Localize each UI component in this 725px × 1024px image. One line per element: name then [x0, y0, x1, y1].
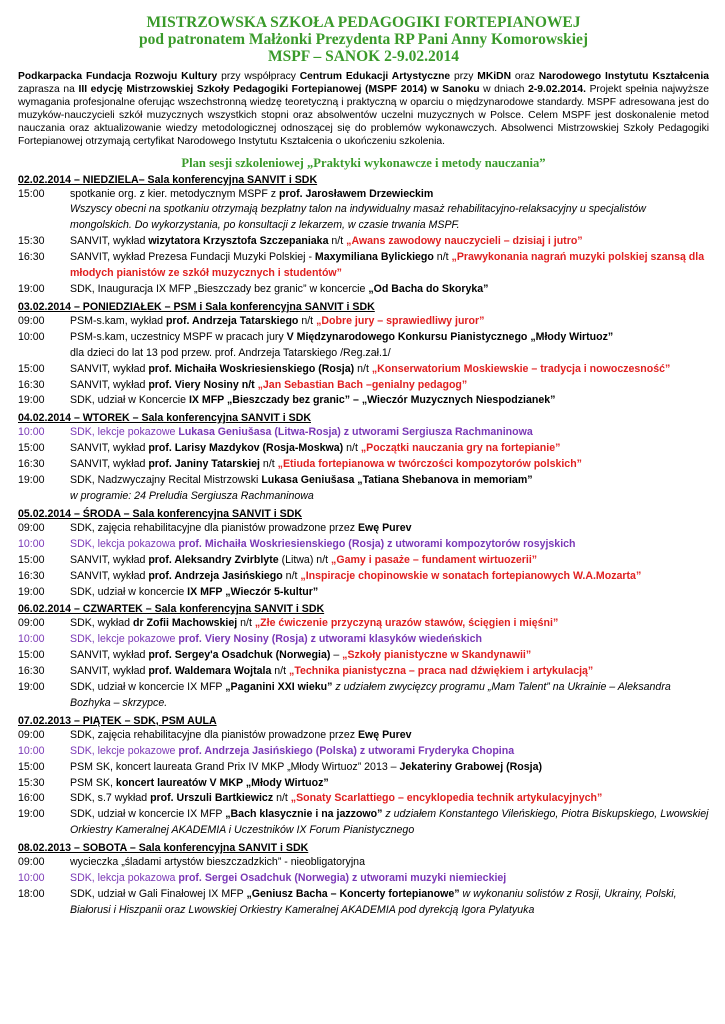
- text-run: SDK, lekcja pokazowa: [70, 537, 179, 550]
- event-time: 16:00: [18, 792, 45, 805]
- schedule-row: [18, 250, 709, 282]
- schedule-row: [18, 234, 709, 250]
- event-time: 15:30: [18, 776, 45, 789]
- event-description: [70, 521, 709, 537]
- text-run: prof. Janiny Tatarskiej: [148, 458, 260, 471]
- text-run: wycieczka „śladami artystów bieszczadzkich” - nieobligatoryjna: [70, 856, 365, 869]
- text-run: n/t: [433, 251, 452, 264]
- schedule-row: [18, 680, 709, 712]
- text-run: n/t: [271, 665, 290, 678]
- text-run: prof. Andrzeja Jasińskiego: [148, 569, 283, 582]
- title-line-2: pod patronatem Małżonki Prezydenta RP Pani Anny Komorowskiej: [138, 31, 589, 48]
- event-continuation: [18, 346, 709, 362]
- schedule-row: [18, 362, 709, 378]
- schedule-row: [18, 187, 709, 203]
- schedule-row: [18, 378, 709, 394]
- intro-part: 2-9.02.2014.: [528, 84, 586, 96]
- event-description: [70, 791, 709, 807]
- text-run: „Konserwatorium Moskiewskie – tradycja i nowoczesność”: [371, 362, 671, 375]
- text-run: SDK, Inauguracja IX MFP „Bieszczady bez granic” w koncercie: [70, 283, 369, 295]
- schedule-row: [18, 807, 709, 839]
- event-time: 09:00: [18, 521, 45, 534]
- text-run: SDK, udział w Koncercie: [70, 394, 189, 407]
- text-run: PSM SK,: [70, 776, 116, 789]
- text-run: prof. Viery Nosiny n/t: [148, 378, 258, 391]
- intro-part: Narodowego Instytutu Kształcenia: [538, 71, 709, 82]
- event-time: 09:00: [18, 856, 45, 869]
- text-run: PSM SK, koncert laureata Grand Prix IV MKP „Młody Wirtuoz” 2013 –: [70, 760, 400, 773]
- text-run: SDK, Nadzwyczajny Recital Mistrzowski: [70, 474, 262, 487]
- text-run: Lukasa Geniušasa „Tatiana Shebanova in memoriam”: [261, 474, 533, 487]
- text-run: prof. Andrzeja Jasińskiego (Polska) z utworami Fryderyka Chopina: [178, 744, 515, 757]
- event-description: [70, 728, 709, 744]
- event-description: [70, 744, 709, 760]
- text-run: „Geniusz Bacha – Koncerty fortepianowe”: [246, 888, 460, 900]
- schedule: [18, 173, 709, 919]
- event-time: 16:30: [18, 251, 45, 264]
- event-description: [70, 362, 709, 378]
- text-run: „Awans zawodowy nauczycieli – dzisiaj i jutro”: [346, 235, 583, 248]
- text-run: IX MFP „Bieszczady bez granic” – „Wieczór Muzycznych Niespodzianek”: [188, 394, 556, 407]
- event-description: [70, 441, 709, 457]
- text-run: Ewę Purev: [357, 728, 412, 741]
- schedule-row: [18, 887, 709, 919]
- day-heading: 02.02.2014 – NIEDZIELA– Sala konferencyjna SANVIT i SDK: [18, 173, 318, 186]
- event-description: [70, 234, 709, 250]
- event-time: 19:00: [18, 808, 45, 821]
- day-heading: 08.02.2013 – SOBOTA – Sala konferencyjna SANVIT i SDK: [18, 842, 309, 855]
- text-run: SANVIT, wykład: [70, 458, 149, 471]
- text-run: koncert laureatów V MKP „Młody Wirtuoz”: [115, 776, 329, 789]
- text-run: SDK, zajęcia rehabilitacyjne dla pianistów prowadzone przez: [70, 521, 358, 534]
- text-run: n/t: [259, 458, 278, 471]
- event-description: [70, 553, 709, 569]
- event-time: 09:00: [18, 314, 45, 327]
- event-description: [70, 680, 709, 712]
- text-run: SANVIT, wykład Prezesa Fundacji Muzyki Polskiej -: [70, 251, 315, 264]
- text-run: z udziałem Konstantego Vileńskiego, Piotra Biskupskiego, Lwowskiej Orkiestry Kameralnej AKADEMIA i Uczestników IX Forum Pianistycznego: [70, 808, 709, 837]
- event-time: 19:00: [18, 283, 45, 295]
- text-run: wizytatora Krzysztofa Szczepaniaka: [148, 235, 329, 248]
- schedule-row: [18, 441, 709, 457]
- intro-paragraph: [18, 70, 709, 149]
- event-description: [70, 871, 709, 887]
- schedule-row: [18, 473, 709, 489]
- text-run: SANVIT, wykład: [70, 569, 149, 582]
- text-run: „Od Bacha do Skoryka”: [368, 283, 489, 295]
- schedule-row: [18, 457, 709, 473]
- text-run: prof. Aleksandry Zvirblyte: [148, 553, 279, 566]
- event-time: 16:30: [18, 378, 45, 391]
- text-run: SANVIT, wykład: [70, 553, 149, 566]
- text-run: „Paganini XXI wieku”: [225, 681, 333, 694]
- schedule-row: [18, 393, 709, 409]
- text-run: Jekateriny Grabowej (Rosja): [399, 760, 542, 773]
- schedule-row: [18, 760, 709, 776]
- event-time: 19:00: [18, 585, 45, 598]
- event-description: [70, 537, 709, 553]
- text-run: prof. Urszuli Bartkiewicz: [150, 792, 274, 805]
- event-description: [70, 473, 709, 489]
- text-run: Maxymiliana Bylickiego: [314, 251, 434, 264]
- event-description: [70, 378, 709, 394]
- event-time: 15:00: [18, 362, 45, 375]
- event-time: 15:00: [18, 553, 45, 566]
- text-run: Ewę Purev: [357, 521, 412, 534]
- event-description: [70, 760, 709, 776]
- text-run: (Litwa) n/t: [278, 553, 332, 566]
- text-run: dla dzieci do lat 13 pod przew. prof. Andrzeja Tatarskiego /Reg.zał.1/: [70, 346, 391, 359]
- event-time: 15:00: [18, 187, 45, 200]
- event-time: 16:30: [18, 458, 45, 471]
- text-run: „Etiuda fortepianowa w twórczości kompozytorów polskich”: [277, 458, 582, 471]
- header: [18, 14, 709, 65]
- intro-part: Podkarpacka Fundacja Rozwoju Kultury: [18, 71, 218, 82]
- text-run: SDK, zajęcia rehabilitacyjne dla pianistów prowadzone przez: [70, 728, 358, 741]
- event-description: [70, 282, 709, 298]
- event-description: [70, 887, 709, 919]
- schedule-row: [18, 871, 709, 887]
- schedule-row: [18, 728, 709, 744]
- day-heading: 05.02.2014 – ŚRODA – Sala konferencyjna SANVIT i SDK: [18, 507, 302, 520]
- event-description: [70, 250, 709, 282]
- text-run: n/t: [343, 442, 361, 455]
- text-run: SDK, lekcje pokazowe: [70, 744, 179, 757]
- text-run: n/t: [298, 314, 317, 327]
- schedule-row: [18, 330, 709, 346]
- schedule-row: [18, 314, 709, 330]
- text-run: prof. Sergey'a Osadchuk (Norwegia): [148, 649, 331, 662]
- event-time: 10:00: [18, 633, 45, 646]
- text-run: prof. Viery Nosiny (Rosja) z utworami klasyków wiedeńskich: [178, 633, 482, 646]
- event-time: 09:00: [18, 617, 45, 630]
- text-run: „Bach klasycznie i na jazzowo”: [225, 808, 383, 821]
- text-run: „Dobre jury – sprawiedliwy juror”: [316, 314, 485, 327]
- event-time: 18:00: [18, 888, 45, 900]
- text-run: SDK, lekcje pokazowe: [70, 633, 179, 646]
- event-time: 10:00: [18, 330, 45, 343]
- schedule-row: [18, 632, 709, 648]
- text-run: prof. Sergei Osadchuk (Norwegia) z utworami muzyki niemieckiej: [178, 872, 507, 885]
- text-run: „Jan Sebastian Bach –genialny pedagog”: [257, 378, 468, 391]
- event-description: [70, 616, 709, 632]
- text-run: SANVIT, wykład: [70, 442, 149, 455]
- text-run: SANVIT, wykład: [70, 378, 149, 391]
- text-run: dr Zofii Machowskiej: [133, 617, 238, 630]
- event-description: [70, 569, 709, 585]
- event-description: [70, 585, 709, 601]
- event-time: 10:00: [18, 872, 45, 885]
- title-line-1: MISTRZOWSKA SZKOŁA PEDAGOGIKI FORTEPIANOWEJ: [146, 14, 581, 31]
- text-run: „Złe ćwiczenie przyczyną urazów stawów, ścięgien i mięśni”: [254, 617, 559, 630]
- text-run: IX MFP „Wieczór 5-kultur”: [187, 585, 319, 598]
- schedule-row: [18, 537, 709, 553]
- text-run: SDK, lekcje pokazowe: [70, 426, 179, 439]
- event-description: [70, 187, 709, 203]
- text-run: prof. Michaiła Woskriesienskiego (Rosja): [148, 362, 355, 375]
- text-run: n/t: [273, 792, 291, 805]
- text-run: w wykonaniu solistów z Rosji, Ukrainy, Polski, Białorusi i Hiszpanii oraz Lwowskiej Orkiestry Kameralnej AKADEMIA pod dyrekcją Igora Pylatyuka: [70, 888, 677, 916]
- event-description: [70, 776, 709, 792]
- schedule-row: [18, 664, 709, 680]
- text-run: PSM-s.kam, uczestnicy MSPF w pracach jury: [70, 330, 287, 343]
- schedule-row: [18, 791, 709, 807]
- text-run: n/t: [328, 235, 347, 248]
- event-description: [70, 393, 709, 409]
- text-run: SDK, udział w koncercie: [70, 585, 188, 598]
- text-run: SDK, s.7 wykład: [70, 792, 151, 805]
- schedule-row: [18, 776, 709, 792]
- event-time: 15:00: [18, 649, 45, 662]
- event-time: 19:00: [18, 474, 45, 487]
- event-time: 10:00: [18, 426, 45, 439]
- schedule-row: [18, 282, 709, 298]
- event-time: 16:30: [18, 569, 45, 582]
- text-run: w programie: 24 Preludia Sergiusza Rachmaninowa: [70, 489, 314, 502]
- intro-part: oraz: [511, 71, 539, 82]
- schedule-row: [18, 648, 709, 664]
- intro-part: przy współpracy: [217, 71, 300, 82]
- text-run: prof. Waldemara Wojtala: [148, 665, 272, 678]
- schedule-row: [18, 744, 709, 760]
- intro-part: w dniach: [479, 84, 529, 96]
- day-heading: 06.02.2014 – CZWARTEK – Sala konferencyjna SANVIT i SDK: [18, 603, 325, 616]
- event-description: [70, 330, 709, 346]
- event-time: 15:30: [18, 235, 45, 248]
- text-run: SDK, wykład: [70, 617, 133, 630]
- event-time: 19:00: [18, 681, 45, 694]
- event-description: [70, 425, 709, 441]
- text-run: „Gamy i pasaże – fundament wirtuozerii”: [331, 553, 538, 566]
- event-continuation: [18, 489, 709, 505]
- text-run: –: [330, 649, 343, 662]
- event-time: 10:00: [18, 744, 45, 757]
- schedule-row: [18, 553, 709, 569]
- text-run: prof. Michaiła Woskriesienskiego (Rosja) z utworami kompozytorów rosyjskich: [178, 537, 576, 550]
- event-time: 15:00: [18, 760, 45, 773]
- event-continuation: [18, 202, 709, 234]
- intro-part: Projekt spełnia najwyższe wymagania profesjonalne oferując wszechstronną wiedzę teoretyczną i praktyczną w oparciu o międzynarodowe standardy. MSPF adresowana jest do muzyków-nauczycieli szkół muzycznych wszystkich stopni oraz absolwentów uczelni muzycznych w Polsce. Celem MSPF jest doskonalenie metod nauczania oraz aktualizowanie wiedzy metodologicznej odnoszącej się do problemów wykonawczych. Absolwenci Mistrzowskiej Szkoły Pedagogiki Fortepianowej otrzymają certyfikat Narodowego Instytutu Kształcenia o ukończeniu szkolenia.: [18, 84, 709, 148]
- text-run: SDK, udział w koncercie IX MFP: [70, 808, 226, 821]
- event-time: 10:00: [18, 537, 45, 550]
- plan-title: Plan sesji szkoleniowej „Praktyki wykonawcze i metody nauczania”: [181, 155, 546, 170]
- event-description: [70, 632, 709, 648]
- schedule-row: [18, 855, 709, 871]
- text-run: SANVIT, wykład: [70, 665, 149, 678]
- title-line-3: MSPF – SANOK 2-9.02.2014: [267, 48, 460, 65]
- text-run: n/t: [354, 362, 372, 375]
- text-run: SDK, udział w Gali Finałowej IX MFP: [70, 888, 247, 900]
- event-time: 19:00: [18, 394, 45, 407]
- text-run: „Szkoły pianistyczne w Skandynawii”: [342, 649, 532, 662]
- text-run: prof. Jarosławem Drzewieckim: [279, 187, 434, 200]
- text-run: SANVIT, wykład: [70, 235, 149, 248]
- schedule-row: [18, 425, 709, 441]
- text-run: prof. Andrzeja Tatarskiego: [165, 314, 299, 327]
- text-run: n/t: [282, 569, 301, 582]
- event-description: [70, 855, 709, 871]
- day-heading: 04.02.2014 – WTOREK – Sala konferencyjna SANVIT i SDK: [18, 412, 312, 425]
- schedule-row: [18, 616, 709, 632]
- intro-part: III edycję Mistrzowskiej Szkoły Pedagogiki Fortepianowej (MSPF 2014) w Sanoku: [78, 84, 480, 96]
- schedule-row: [18, 585, 709, 601]
- intro-part: MKiDN: [477, 71, 512, 82]
- text-run: SANVIT, wykład: [70, 649, 149, 662]
- text-run: V Międzynarodowego Konkursu Pianistycznego „Młody Wirtuoz”: [286, 330, 614, 343]
- day-heading: 03.02.2014 – PONIEDZIAŁEK – PSM i Sala konferencyjna SANVIT i SDK: [18, 300, 375, 313]
- text-run: „Technika pianistyczna – praca nad dźwiękiem i artykulacją”: [289, 665, 594, 678]
- day-heading: 07.02.2013 – PIĄTEK – SDK, PSM AULA: [18, 714, 217, 727]
- event-description: [70, 807, 709, 839]
- event-description: [70, 314, 709, 330]
- text-run: Lukasa Geniušasa (Litwa-Rosja) z utworami Sergiusza Rachmaninowa: [178, 426, 533, 439]
- text-run: PSM-s.kam, wykład: [70, 314, 166, 327]
- event-time: 09:00: [18, 728, 45, 741]
- text-run: „Prawykonania nagrań muzyki polskiej szansą dla młodych pianistów ze szkół muzycznych i studentów”: [70, 251, 705, 280]
- text-run: SDK, udział w koncercie IX MFP: [70, 681, 226, 694]
- text-run: SDK, lekcja pokazowa: [70, 872, 179, 885]
- text-run: z udziałem zwycięzcy programu „Mam Talent” na Ukrainie – Aleksandra Bozhyka – skrzypce.: [70, 681, 671, 709]
- event-description: [70, 457, 709, 473]
- text-run: Wszyscy obecni na spotkaniu otrzymają bezpłatny talon na indywidualny masaż rehabilitacyjno-relaksacyjny u specjalistów mongolskich. Do wykorzystania, po konsultacji z lekarzem, w czasie trwania MSPF.: [70, 203, 646, 232]
- text-run: „Inspiracje chopinowskie w sonatach fortepianowych W.A.Mozarta”: [300, 569, 642, 582]
- text-run: spotkanie org. z kier. metodycznym MSPF z: [70, 187, 280, 200]
- event-time: 16:30: [18, 665, 45, 678]
- intro-part: Centrum Edukacji Artystyczne: [299, 71, 451, 82]
- schedule-row: [18, 521, 709, 537]
- text-run: prof. Larisy Mazdykov (Rosja-Moskwa): [148, 442, 344, 455]
- event-description: [70, 664, 709, 680]
- event-time: 15:00: [18, 442, 45, 455]
- text-run: „Sonaty Scarlattiego – encyklopedia technik artykulacyjnych”: [290, 792, 603, 805]
- schedule-row: [18, 569, 709, 585]
- intro-part: przy: [450, 71, 478, 82]
- event-description: [70, 648, 709, 664]
- intro-part: zaprasza na: [18, 84, 79, 96]
- text-run: SANVIT, wykład: [70, 362, 149, 375]
- text-run: n/t: [237, 617, 255, 630]
- text-run: „Początki nauczania gry na fortepianie”: [360, 442, 561, 455]
